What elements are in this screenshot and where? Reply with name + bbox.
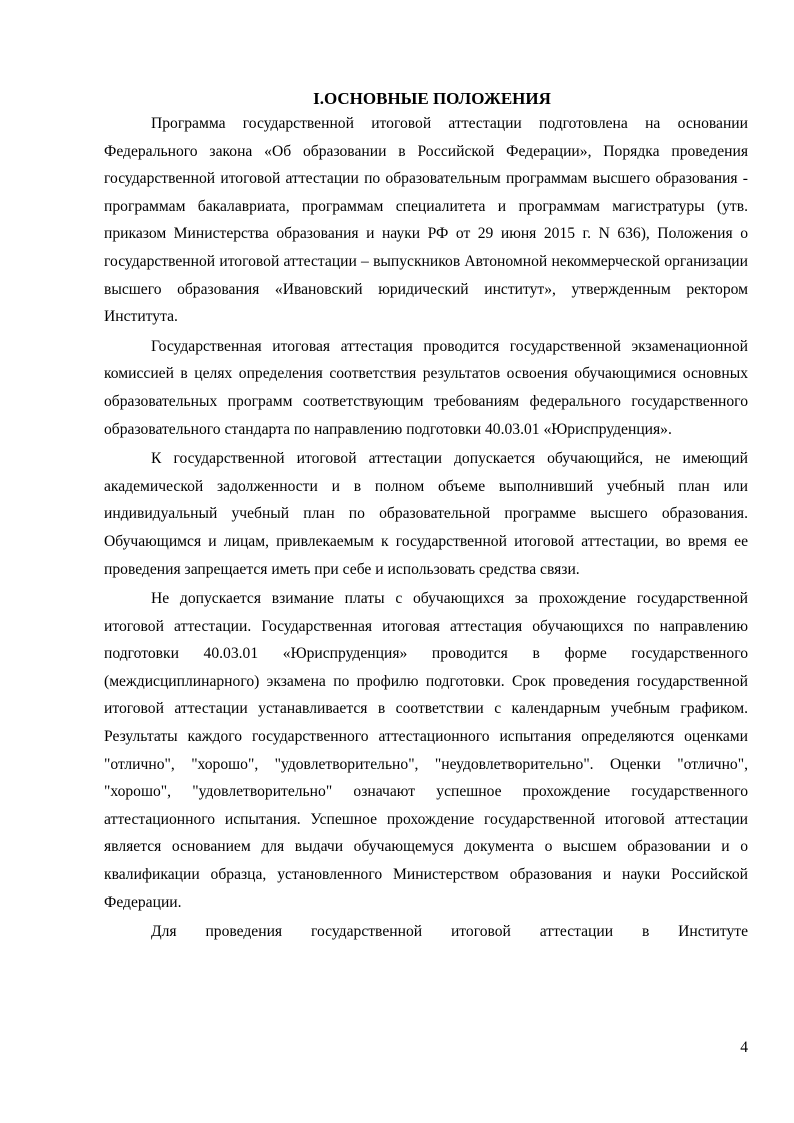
page-number: 4 xyxy=(740,1039,748,1056)
section-title: I.ОСНОВНЫЕ ПОЛОЖЕНИЯ xyxy=(313,89,551,108)
paragraph-grading: Не допускается взимание платы с обучающихся за прохождение государственной итоговой аттестации. Государственная итоговая аттестация обучающихся по направлению подготовки 40.03.01 «Юриспруденция» проводится в форме государственного (междисциплинарного) экзамена по профилю подготовки. Срок проведения государственной итоговой аттестации устанавливается в соответствии с календарным учебным графиком. Результаты каждого государственного аттестационного испытания определяются оценками "отлично", "хорошо", "удовлетворительно", "неудовлетворительно". Оценки "отлично", "хорошо", "удовлетворительно" означают успешное прохождение государственного аттестационного испытания. Успешное прохождение государственной итоговой аттестации является основанием для выдачи обучающемуся документа о высшем образовании и о квалификации образца, установленного Министерством образования и науки Российской Федерации. xyxy=(104,590,748,911)
page-content xyxy=(104,88,748,948)
paragraph-continuation: Для проведения государственной итоговой аттестации в Институте xyxy=(151,923,748,941)
paragraph-program-basis: Программа государственной итоговой аттестации подготовлена на основании Федерального закона «Об образовании в Российской Федерации», Порядка проведения государственной итоговой аттестации по образовательным программам высшего образования - программам бакалавриата, программам специалитета и программам магистратуры (утв. приказом Министерства образования и науки РФ от 29 июня 2015 г. N 636), Положения о государственной итоговой аттестации – выпускников Автономной некоммерческой организации высшего образования «Ивановский юридический институт», утвержденным ректором Института. xyxy=(104,115,748,326)
paragraph-commission: Государственная итоговая аттестация проводится государственной экзаменационной комиссией в целях определения соответствия результатов освоения обучающимися основных образовательных программ соответствующим требованиям федерального государственного образовательного стандарта по направлению подготовки 40.03.01 «Юриспруденция». xyxy=(104,337,748,438)
paragraph-admission: К государственной итоговой аттестации допускается обучающийся, не имеющий академической задолженности и в полном объеме выполнивший учебный план или индивидуальный учебный план по образовательной программе высшего образования. Обучающимся и лицам, привлекаемым к государственной итоговой аттестации, во время ее проведения запрещается иметь при себе и использовать средства связи. xyxy=(104,450,748,578)
